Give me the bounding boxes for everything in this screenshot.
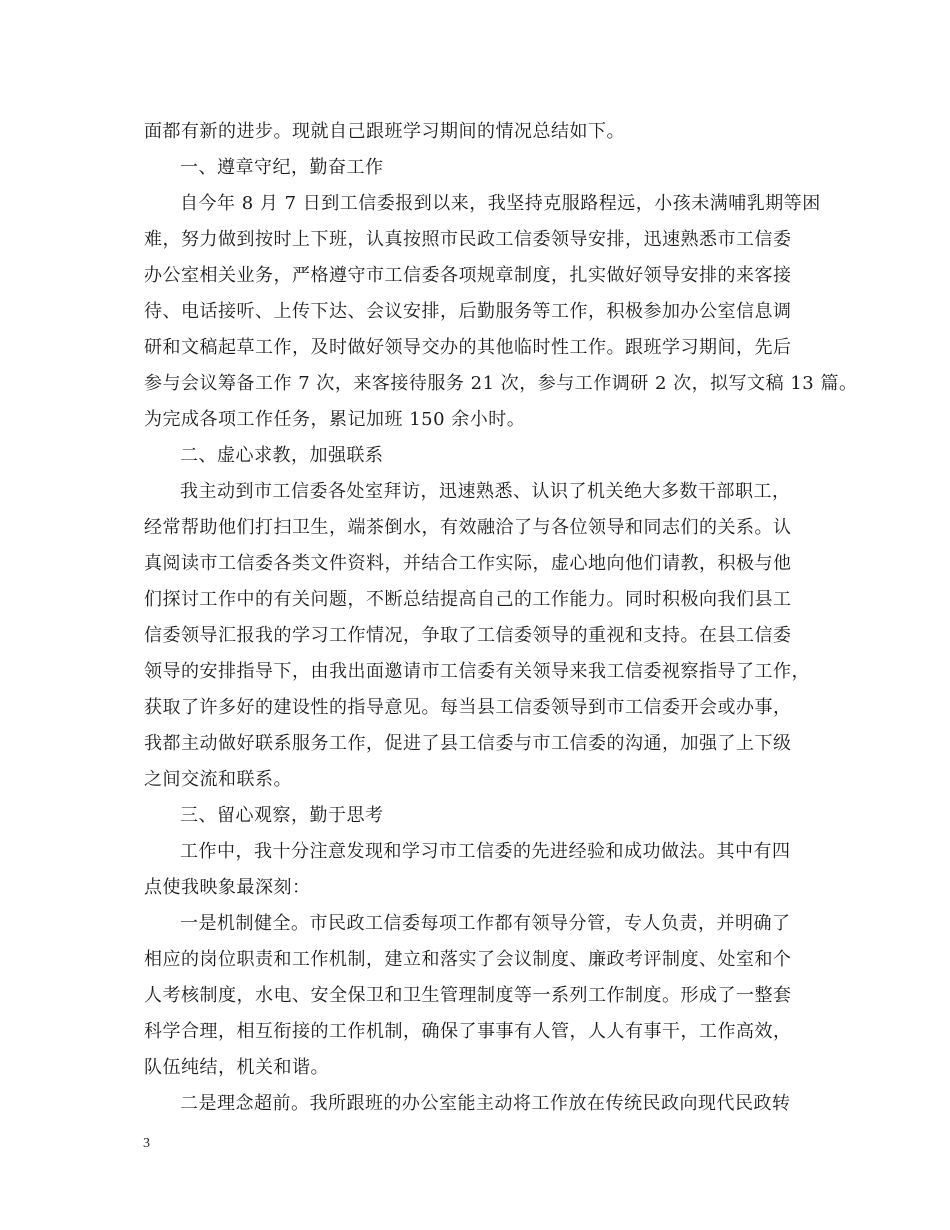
text-line: 人考核制度，水电、安全保卫和卫生管理制度等一系列工作制度。形成了一整套: [144, 985, 792, 1006]
text-line: 一是机制健全。市民政工信委每项工作都有领导分管，专人负责，并明确了: [180, 913, 791, 934]
text-line: 之间交流和联系。: [144, 769, 292, 790]
text-line: 我主动到市工信委各处室拜访，迅速熟悉、认识了机关绝大多数干部职工，: [180, 481, 791, 502]
text-line: 一、遵章守纪，勤奋工作: [180, 157, 384, 178]
text-line: 科学合理，相互衔接的工作机制，确保了事事有人管，人人有事干，工作高效，: [144, 1021, 792, 1042]
text-line: 二是理念超前。我所跟班的办公室能主动将工作放在传统民政向现代民政转: [180, 1093, 791, 1114]
text-line: 面都有新的进步。现就自己跟班学习期间的情况总结如下。: [144, 121, 625, 142]
text-line: 我都主动做好联系服务工作，促进了县工信委与市工信委的沟通，加强了上下级: [144, 733, 792, 754]
text-line: 为完成各项工作任务，累记加班 150 余小时。: [144, 409, 526, 430]
text-line: 办公室相关业务，严格遵守市工信委各项规章制度，扎实做好领导安排的来客接: [144, 265, 792, 286]
text-line: 难，努力做到按时上下班，认真按照市民政工信委领导安排，迅速熟悉市工信委: [144, 229, 792, 250]
text-line: 真阅读市工信委各类文件资料，并结合工作实际，虚心地向他们请教，积极与他: [144, 553, 792, 574]
text-line: 相应的岗位职责和工作机制，建立和落实了会议制度、廉政考评制度、处室和个: [144, 949, 792, 970]
text-line: 队伍纯结，机关和谐。: [144, 1057, 329, 1078]
text-line: 经常帮助他们打扫卫生，端茶倒水，有效融洽了与各位领导和同志们的关系。认: [144, 517, 792, 538]
page-number: 3: [143, 1136, 150, 1151]
text-line: 研和文稿起草工作，及时做好领导交办的其他临时性工作。跟班学习期间，先后: [144, 337, 792, 358]
text-line: 待、电话接听、上传下达、会议安排，后勤服务等工作，积极参加办公室信息调: [144, 301, 792, 322]
text-line: 工作中，我十分注意发现和学习市工信委的先进经验和成功做法。其中有四: [180, 841, 791, 862]
document-body: [144, 114, 858, 1122]
text-line: 领导的安排指导下，由我出面邀请市工信委有关领导来我工信委视察指导了工作，: [144, 661, 810, 682]
text-line: 信委领导汇报我的学习工作情况，争取了工信委领导的重视和支持。在县工信委: [144, 625, 792, 646]
text-line: 三、留心观察，勤于思考: [180, 805, 384, 826]
text-line: 二、虚心求教，加强联系: [180, 445, 384, 466]
text-line: 获取了许多好的建设性的指导意见。每当县工信委领导到市工信委开会或办事，: [144, 697, 792, 718]
text-line: 点使我映象最深刻：: [144, 877, 311, 898]
text-line: 们探讨工作中的有关问题，不断总结提高自己的工作能力。同时积极向我们县工: [144, 589, 792, 610]
text-line: 参与会议筹备工作 7 次，来客接待服务 21 次，参与工作调研 2 次，拟写文稿 13 篇。: [144, 373, 858, 394]
text-line: 自今年 8 月 7 日到工信委报到以来，我坚持克服路程远，小孩未满哺乳期等困: [180, 193, 821, 214]
